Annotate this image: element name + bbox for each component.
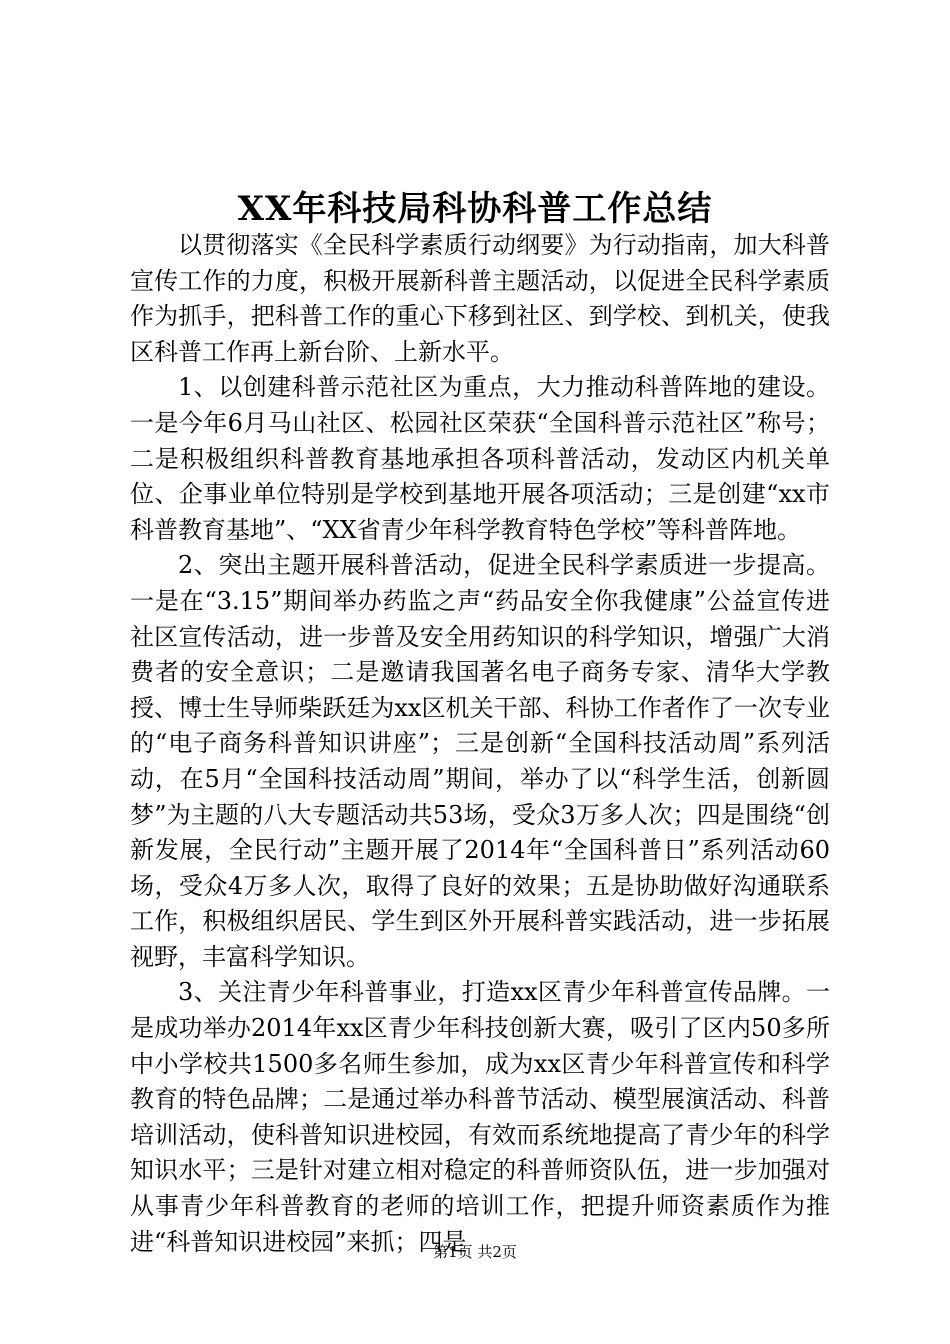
paragraph-2: 2、突出主题开展科普活动，促进全民科学素质进一步提高。一是在“3.15”期间举办药监之声“药品安全你我健康”公益宣传进社区宣传活动，进一步普及安全用药知识的科学知识，增强广大消费者的安全意识；二是邀请我国著名电子商务专家、清华大学教授、博士生导师柴跃廷为xx区机关干部、科协工作者作了一次专业的“电子商务科普知识讲座”；三是创新“全国科技活动周”系列活动，在5月“全国科技活动周”期间，举办了以“科学生活，创新圆梦”为主题的八大专题活动共53场，受众3万多人次；四是围绕“创新发展，全民行动”主题开展了2014年“全国科普日”系列活动60场，受众4万多人次，取得了良好的效果；五是协助做好沟通联系工作，积极组织居民、学生到区外开展科普实践活动，进一步拓展视野，丰富科学知识。 <box>130 551 830 971</box>
paragraph-1: 1、以创建科普示范社区为重点，大力推动科普阵地的建设。一是今年6月马山社区、松园社区荣获“全国科普示范社区”称号；二是积极组织科普教育基地承担各项科普活动，发动区内机关单位、企事业单位特别是学校到基地开展各项活动；三是创建“xx市科普教育基地”、“XX省青少年科学教育特色学校”等科普阵地。 <box>130 373 830 544</box>
document-body <box>130 228 830 1260</box>
document-title: XX年科技局科协科普工作总结 <box>237 189 713 229</box>
paragraph-3: 3、关注青少年科普事业，打造xx区青少年科普宣传品牌。一是成功举办2014年xx区青少年科技创新大赛，吸引了区内50多所中小学校共1500多名师生参加，成为xx区青少年科普宣传和科学教育的特色品牌；二是通过举办科普节活动、模型展演活动、科普培训活动，使科普知识进校园，有效而系统地提高了青少年的科学知识水平；三是针对建立相对稳定的科普师资队伍，进一步加强对从事青少年科普教育的老师的培训工作，把提升师资素质作为推进“科普知识进校园”来抓；四是 <box>130 978 830 1256</box>
paragraph-intro: 以贯彻落实《全民科学素质行动纲要》为行动指南，加大科普宣传工作的力度，积极开展新科普主题活动，以促进全民科学素质作为抓手，把科普工作的重心下移到社区、到学校、到机关，使我区科普工作再上新台阶、上新水平。 <box>130 231 830 366</box>
page-footer: 第1页 共2页 <box>433 1243 517 1261</box>
